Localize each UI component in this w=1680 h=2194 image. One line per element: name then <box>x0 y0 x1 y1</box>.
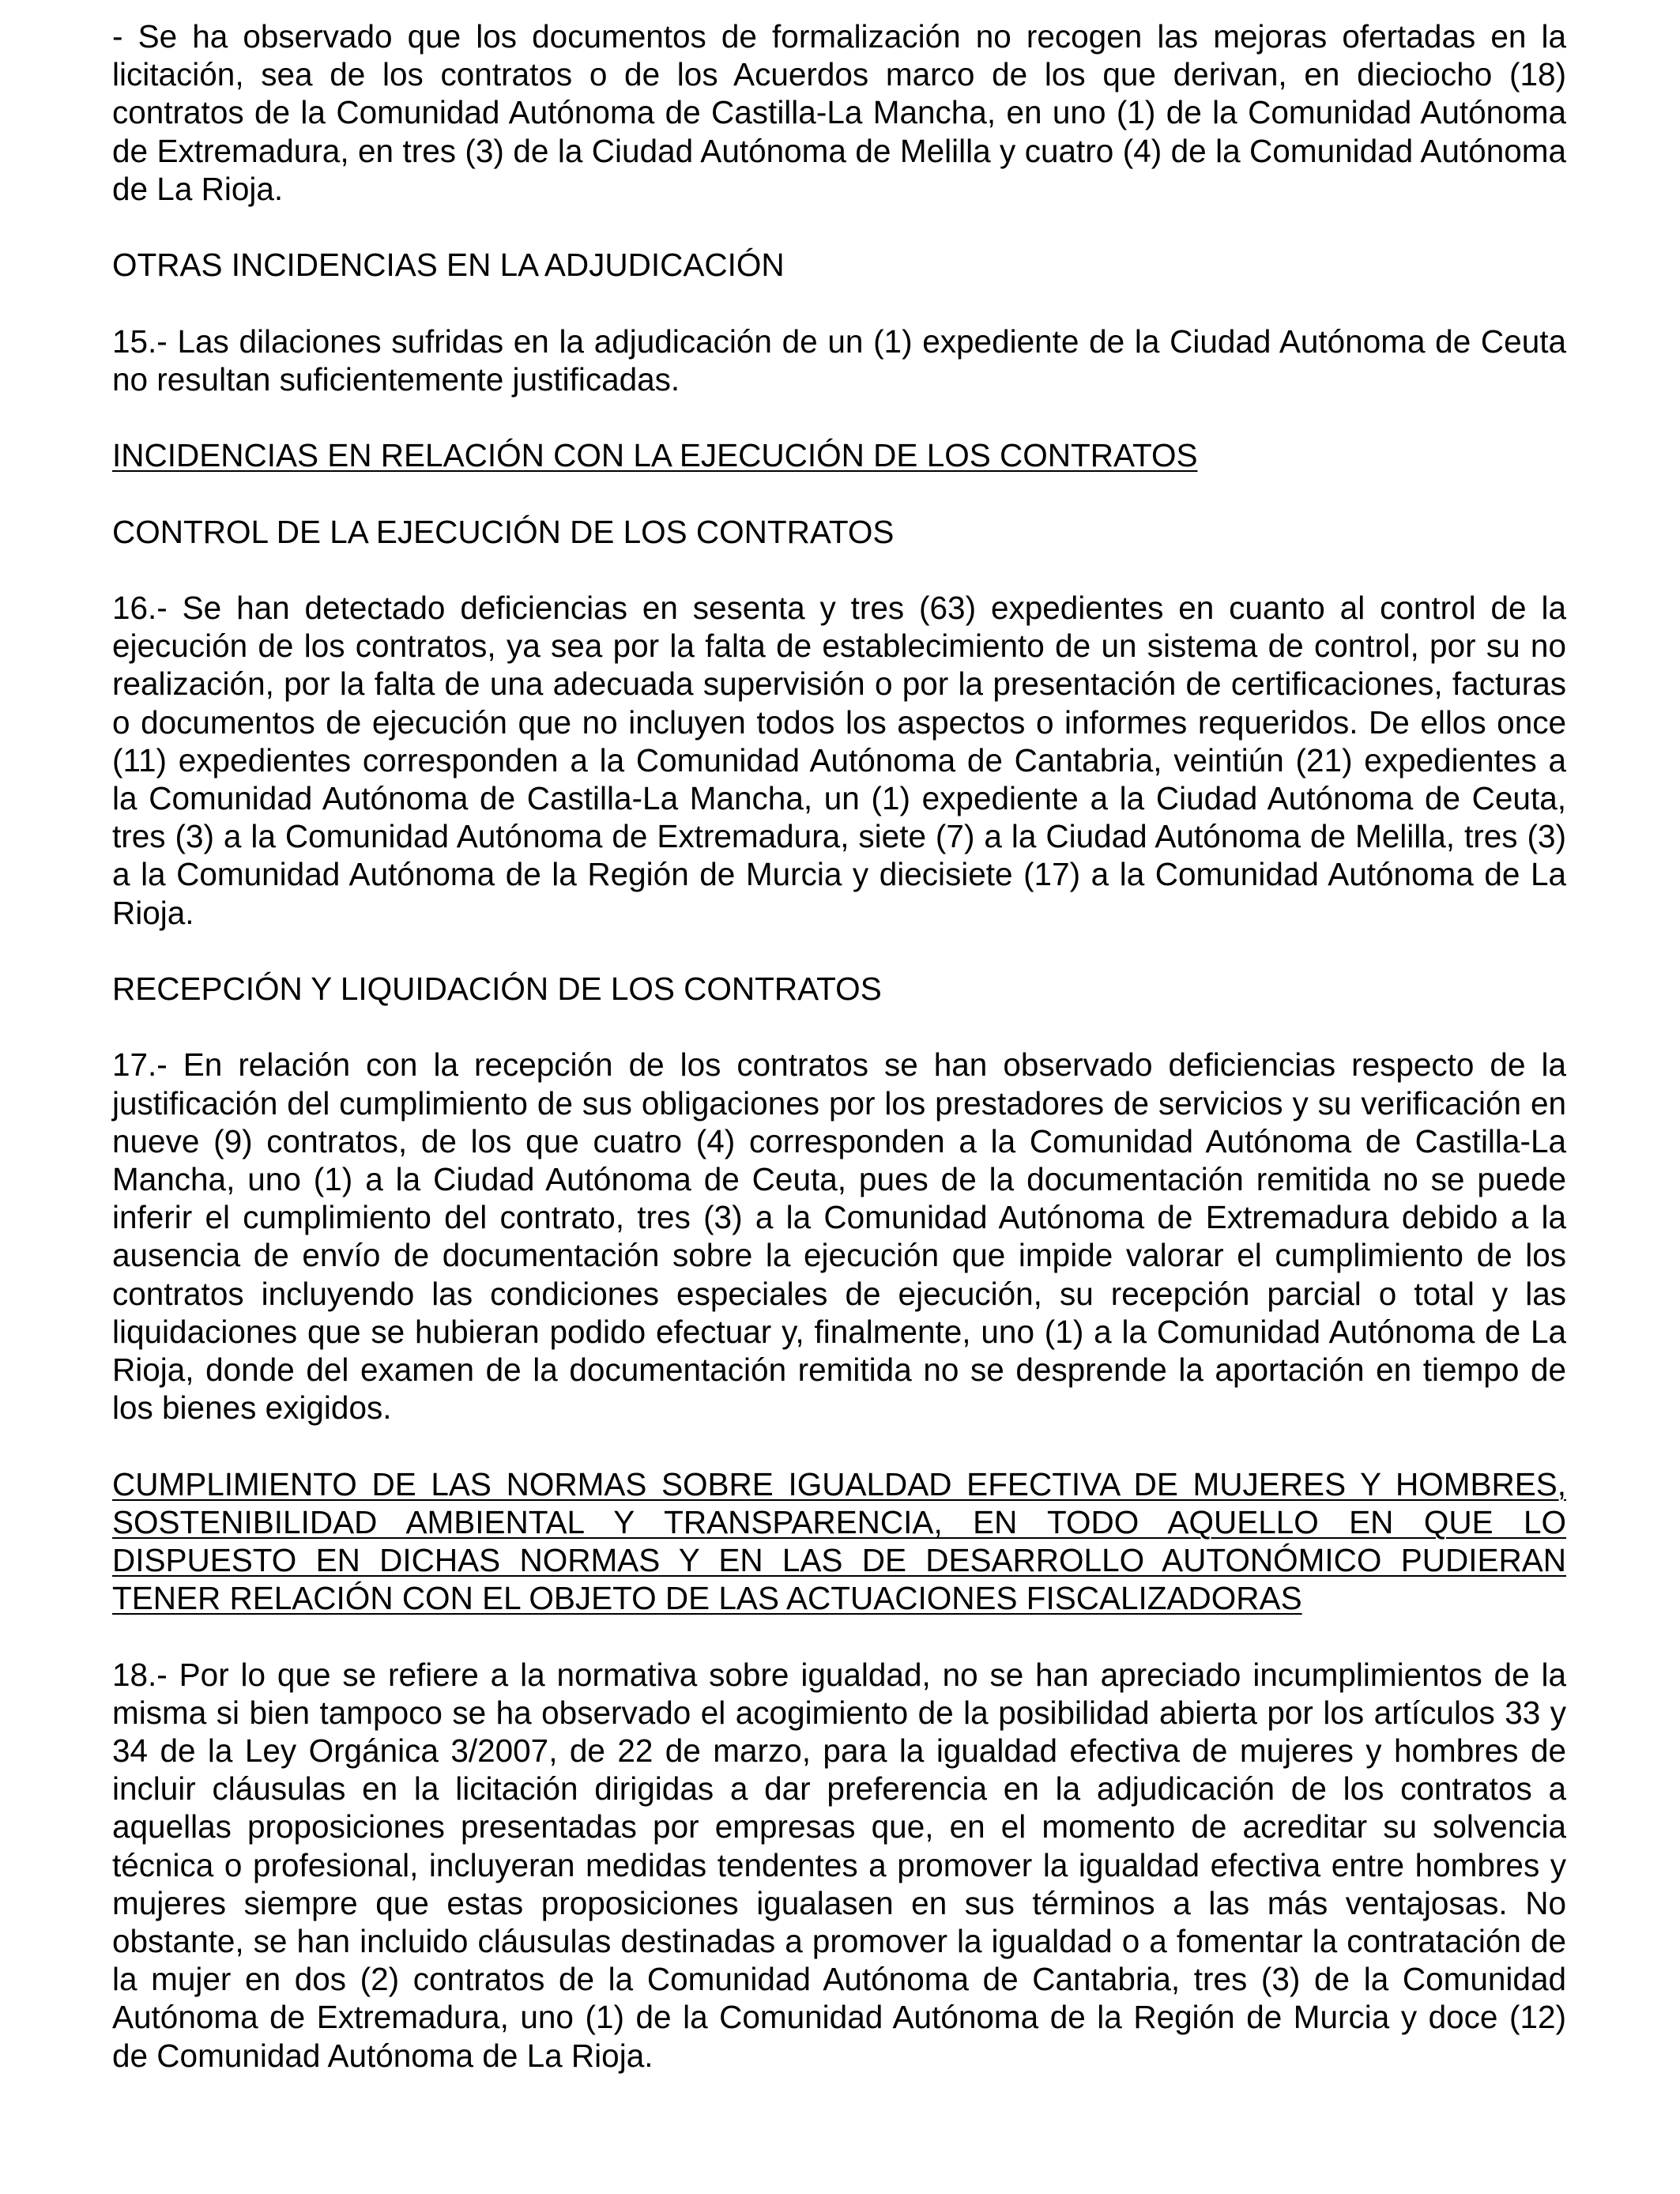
paragraph-15-dilaciones: 15.- Las dilaciones sufridas en la adjudicación de un (1) expediente de la Ciudad Autónoma de Ceuta no resultan suficientemente justificadas. <box>112 322 1566 398</box>
heading-cumplimiento-normas-igualdad: CUMPLIMIENTO DE LAS NORMAS SOBRE IGUALDAD EFECTIVA DE MUJERES Y HOMBRES, SOSTENIBILIDAD AMBIENTAL Y TRANSPARENCIA, EN TODO AQUELLO EN QUE LO DISPUESTO EN DICHAS NORMAS Y EN LAS DE DESARROLLO AUTONÓMICO PUDIERAN TENER RELACIÓN CON EL OBJETO DE LAS ACTUACIONES FISCALIZADORAS <box>112 1465 1566 1617</box>
paragraph-16-deficiencias-control: 16.- Se han detectado deficiencias en sesenta y tres (63) expedientes en cuanto al control de la ejecución de los contratos, ya sea por la falta de establecimiento de un sistema de control, por su no realización, por la falta de una adecuada supervisión o por la presentación de certificaciones, facturas o documentos de ejecución que no incluyen todos los aspectos o informes requeridos. De ellos once (11) expedientes corresponden a la Comunidad Autónoma de Cantabria, veintiún (21) expedientes a la Comunidad Autónoma de Castilla-La Mancha, un (1) expediente a la Ciudad Autónoma de Ceuta, tres (3) a la Comunidad Autónoma de Extremadura, siete (7) a la Ciudad Autónoma de Melilla, tres (3) a la Comunidad Autónoma de la Región de Murcia y diecisiete (17) a la Comunidad Autónoma de La Rioja. <box>112 589 1566 931</box>
paragraph-formalizacion-mejoras: - Se ha observado que los documentos de formalización no recogen las mejoras ofertadas en la licitación, sea de los contratos o de los Acuerdos marco de los que derivan, en dieciocho (18) contratos de la Comunidad Autónoma de Castilla-La Mancha, en uno (1) de la Comunidad Autónoma de Extremadura, en tres (3) de la Ciudad Autónoma de Melilla y cuatro (4) de la Comunidad Autónoma de La Rioja. <box>112 18 1566 207</box>
heading-incidencias-ejecucion: INCIDENCIAS EN RELACIÓN CON LA EJECUCIÓN DE LOS CONTRATOS <box>112 437 1198 474</box>
paragraph-17-recepcion: 17.- En relación con la recepción de los contratos se han observado deficiencias respecto de la justificación del cumplimiento de sus obligaciones por los prestadores de servicios y su verificación en nueve (9) contratos, de los que cuatro (4) corresponden a la Comunidad Autónoma de Castilla-La Mancha, uno (1) a la Ciudad Autónoma de Ceuta, pues de la documentación remitida no se puede inferir el cumplimiento del contrato, tres (3) a la Comunidad Autónoma de Extremadura debido a la ausencia de envío de documentación sobre la ejecución que impide valorar el cumplimiento de los contratos incluyendo las condiciones especiales de ejecución, su recepción parcial o total y las liquidaciones que se hubieran podido efectuar y, finalmente, uno (1) a la Comunidad Autónoma de La Rioja, donde del examen de la documentación remitida no se desprende la aportación en tiempo de los bienes exigidos. <box>112 1046 1566 1427</box>
paragraph-18-igualdad: 18.- Por lo que se refiere a la normativa sobre igualdad, no se han apreciado incumplimientos de la misma si bien tampoco se ha observado el acogimiento de la posibilidad abierta por los artículos 33 y 34 de la Ley Orgánica 3/2007, de 22 de marzo, para la igualdad efectiva de mujeres y hombres de incluir cláusulas en la licitación dirigidas a dar preferencia en la adjudicación de los contratos a aquellas proposiciones presentadas por empresas que, en el momento de acreditar su solvencia técnica o profesional, incluyeran medidas tendentes a promover la igualdad efectiva entre hombres y mujeres siempre que estas proposiciones igualasen en sus términos a las más ventajosas. No obstante, se han incluido cláusulas destinadas a promover la igualdad o a fomentar la contratación de la mujer en dos (2) contratos de la Comunidad Autónoma de Cantabria, tres (3) de la Comunidad Autónoma de Extremadura, uno (1) de la Comunidad Autónoma de la Región de Murcia y doce (12) de Comunidad Autónoma de La Rioja. <box>112 1656 1566 2074</box>
heading-otras-incidencias-adjudicacion: OTRAS INCIDENCIAS EN LA ADJUDICACIÓN <box>112 247 785 284</box>
heading-recepcion-liquidacion: RECEPCIÓN Y LIQUIDACIÓN DE LOS CONTRATOS <box>112 970 882 1007</box>
heading-control-ejecucion: CONTROL DE LA EJECUCIÓN DE LOS CONTRATOS <box>112 513 895 550</box>
document-page <box>112 17 1566 2113</box>
